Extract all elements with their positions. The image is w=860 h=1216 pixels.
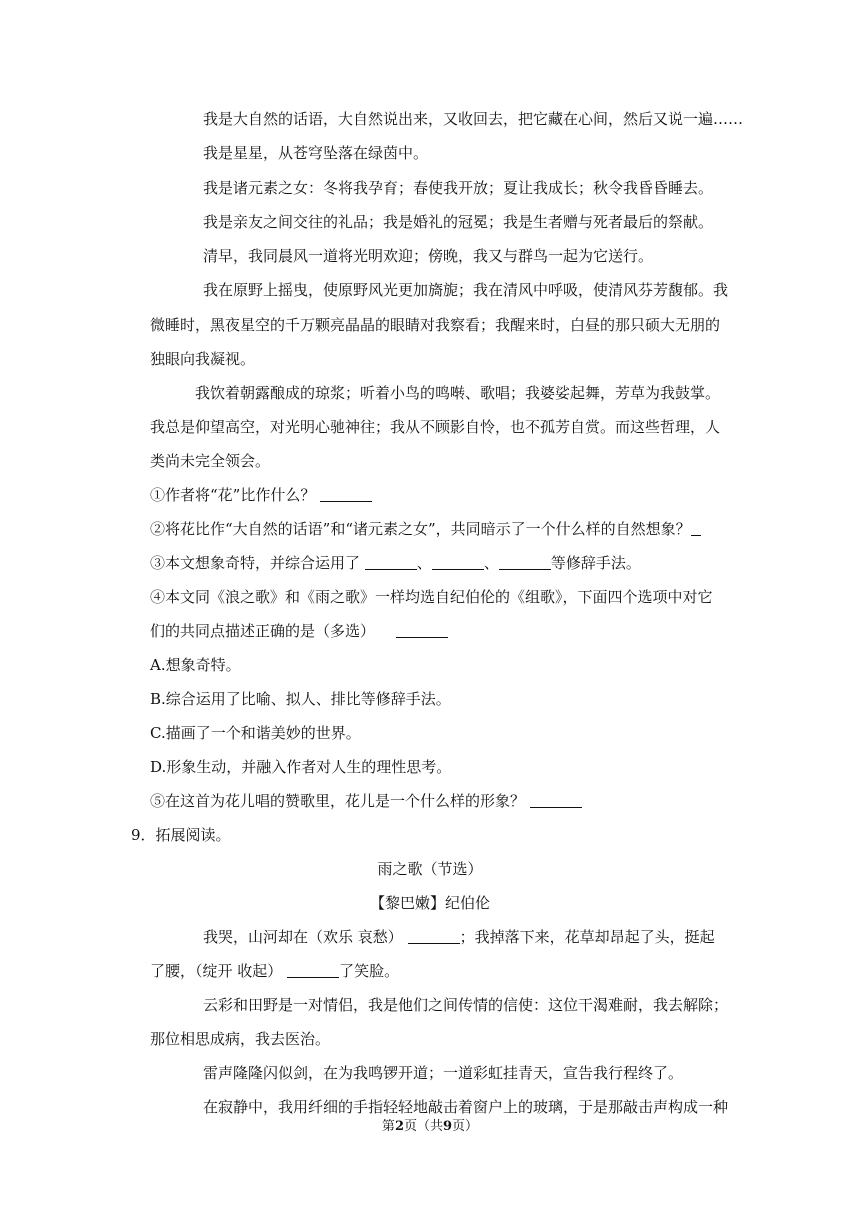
poem-line: 我是诸元素之女：冬将我孕育；春使我开放；夏让我成长；秋令我昏昏睡去。 [203, 179, 714, 197]
poem-line: 我总是仰望高空，对光明心驰神往；我从不顾影自怜，也不孤芳自赏。而这些哲理，人 [150, 418, 721, 436]
poem-line: 清早，我同晨风一道将光明欢迎；傍晚，我又与群鸟一起为它送行。 [203, 247, 654, 265]
footer-text: 第 [381, 1119, 395, 1134]
question-2 [150, 518, 701, 540]
question-text: ①作者将“花”比作什么？ [150, 486, 316, 504]
question-1 [150, 484, 372, 506]
passage-line: 云彩和田野是一对情侣，我是他们之间传情的信使：这位干渴难耐，我去解除； [203, 996, 729, 1014]
poem-line: 我饮着朝露酿成的琼浆；听着小鸟的鸣啭、歌唱；我婆娑起舞，芳草为我鼓掌。 [195, 384, 721, 402]
answer-blank[interactable] [432, 555, 484, 570]
option-b: B.综合运用了比喻、拟人、排比等修辞手法。 [150, 690, 451, 708]
option-a: A.想象奇特。 [150, 656, 241, 674]
answer-blank[interactable] [530, 793, 582, 808]
page-total: 9 [443, 1119, 453, 1134]
poem-line: 微睡时，黑夜星空的千万颗亮晶晶的眼睛对我察看；我醒来时，白昼的那只硕大无朋的 [150, 316, 721, 334]
passage-text: ；我掉落下来，花草却昂起了头，挺起 [459, 928, 715, 946]
question-text: ②将花比作“大自然的话语”和“诸元素之女”，共同暗示了一个什么样的自然想象？ [150, 520, 691, 538]
passage-line [203, 926, 715, 948]
poem-line: 独眼向我凝视。 [150, 350, 256, 368]
question-3 [150, 552, 641, 574]
footer-text: 页（共 [403, 1119, 443, 1134]
passage-text: 了笑脸。 [339, 962, 400, 980]
page-footer [0, 1116, 860, 1138]
answer-blank[interactable] [287, 963, 339, 978]
poem-line: 我在原野上摇曳，使原野风光更加旖旎；我在清风中呼吸，使清风芬芳馥郁。我 [203, 281, 729, 299]
answer-blank[interactable] [408, 929, 460, 944]
answer-blank[interactable] [499, 555, 551, 570]
passage-author: 【黎巴嫩】纪伯伦 [369, 894, 490, 912]
question-5 [150, 790, 582, 812]
answer-blank[interactable] [396, 623, 448, 638]
question-text: 们的共同点描述正确的是（多选） [150, 622, 376, 640]
question-text: ⑤在这首为花儿唱的赞歌里，花儿是一个什么样的形象？ [150, 792, 526, 810]
answer-blank[interactable] [365, 555, 417, 570]
passage-text: 我哭，山河却在（欢乐 哀愁） [203, 928, 403, 946]
passage-title: 雨之歌（节选） [377, 860, 483, 878]
option-d: D.形象生动，并融入作者对人生的理性思考。 [150, 758, 452, 776]
poem-line: 我是星星，从苍穹坠落在绿茵中。 [203, 144, 429, 162]
question-4-line-1: ④本文同《浪之歌》和《雨之歌》一样均选自纪伯伦的《组歌》，下面四个选项中对它 [150, 588, 713, 606]
poem-line: 我是亲友之间交往的礼品；我是婚礼的冠冕；我是生者赠与死者最后的祭献。 [203, 213, 714, 231]
passage-text: 了腰，（绽开 收起） [150, 962, 283, 980]
question-4-line-2 [150, 620, 448, 642]
footer-text: 页） [452, 1119, 479, 1134]
option-c: C.描画了一个和谐美妙的世界。 [150, 724, 361, 742]
answer-blank[interactable] [320, 487, 372, 502]
answer-blank[interactable] [691, 521, 701, 536]
passage-line [150, 960, 399, 982]
poem-line: 我是大自然的话语，大自然说出来，又收回去，把它藏在心间，然后又说一遍…… [203, 110, 744, 128]
passage-line: 雷声隆隆闪似剑，在为我鸣锣开道；一道彩虹挂青天，宣告我行程终了。 [203, 1064, 684, 1082]
passage-line: 在寂静中，我用纤细的手指轻轻地敲击着窗户上的玻璃，于是那敲击声构成一种 [203, 1098, 729, 1116]
poem-line: 类尚未完全领会。 [150, 452, 271, 470]
separator: 、 [416, 554, 432, 572]
section-heading: 9．拓展阅读。 [131, 826, 231, 844]
separator: 、 [483, 554, 499, 572]
question-text: ③本文想象奇特，并综合运用了 [150, 554, 361, 572]
question-text: 等修辞手法。 [550, 554, 641, 572]
passage-line: 那位相思成病，我去医治。 [150, 1030, 331, 1048]
page-number: 2 [394, 1119, 404, 1134]
